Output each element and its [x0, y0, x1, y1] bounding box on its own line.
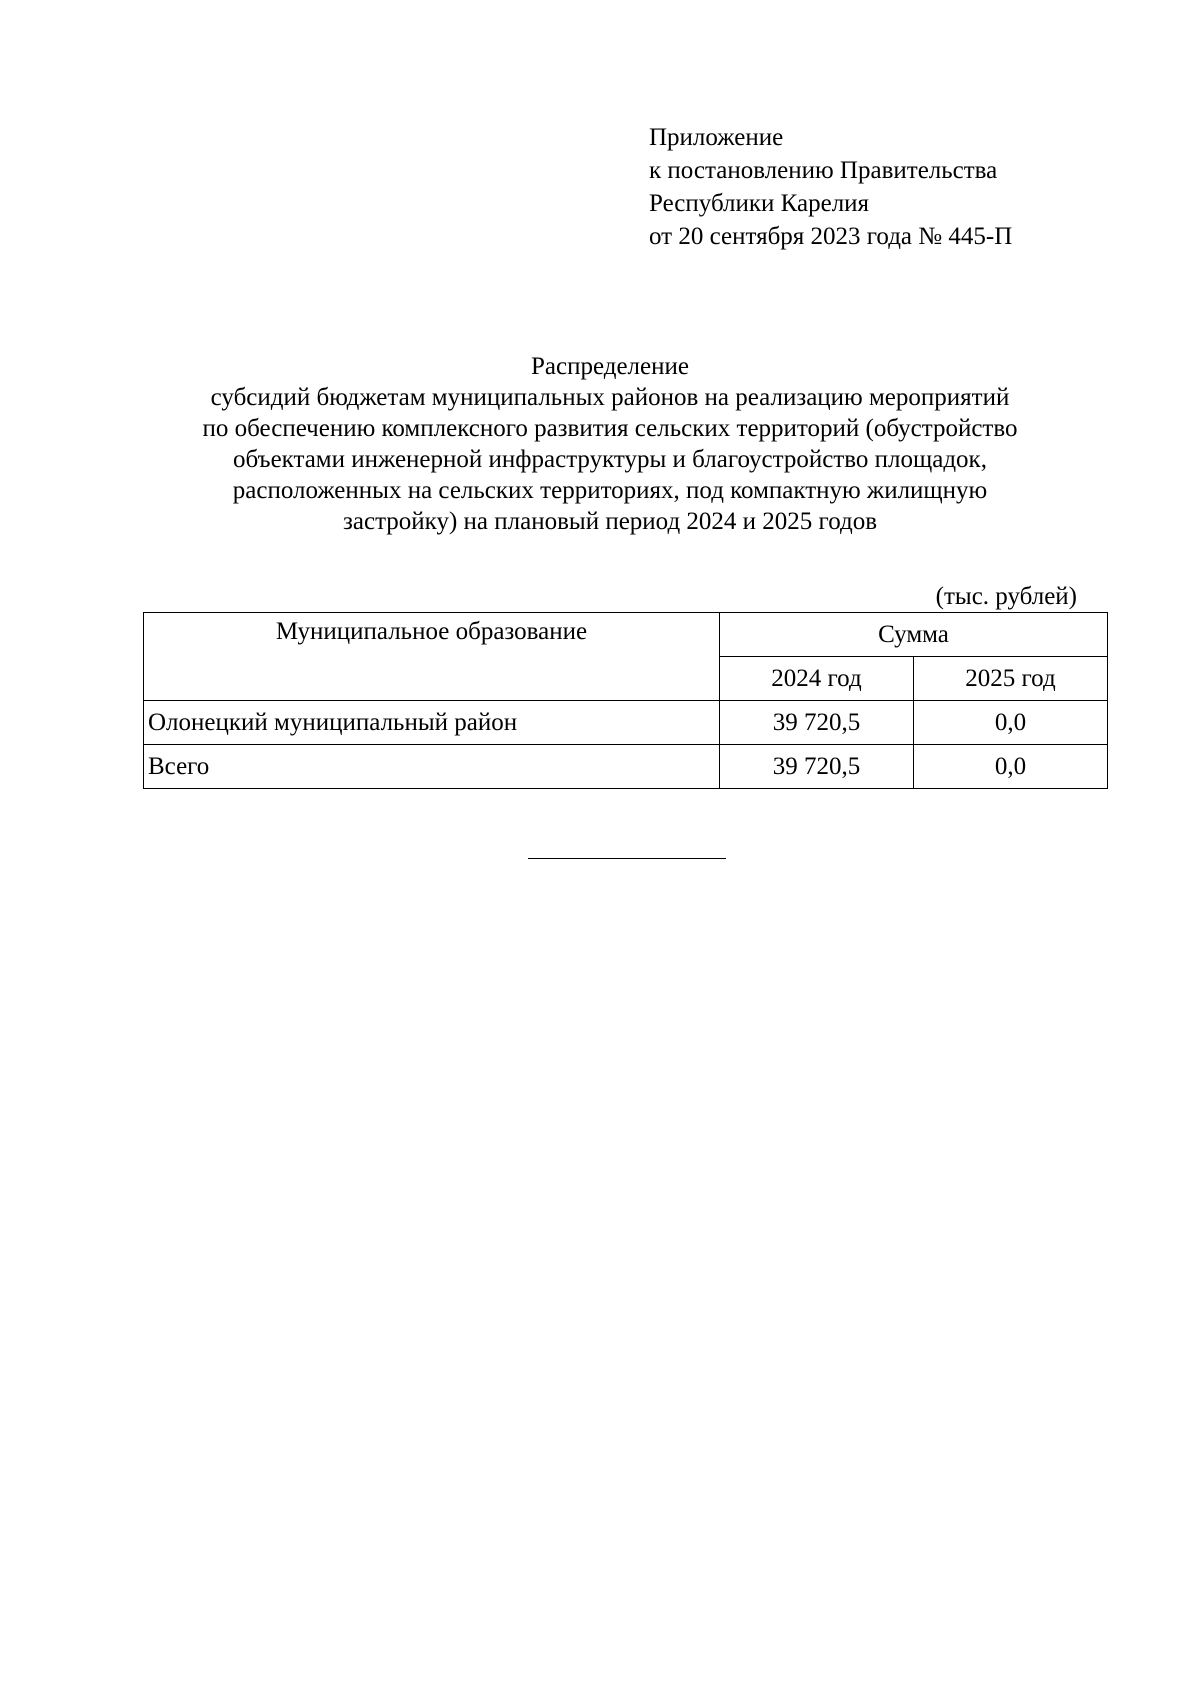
cell-municipality: Олонецкий муниципальный район: [144, 701, 720, 745]
document-title: [130, 351, 1090, 537]
distribution-table: [143, 612, 1108, 789]
cell-total-label: Всего: [144, 745, 720, 789]
cell-total-2025: 0,0: [914, 745, 1108, 789]
title-line-1: Распределение: [531, 353, 689, 380]
title-line-5: расположенных на сельских территориях, под компактную жилищную: [232, 477, 988, 504]
appendix-line-1: Приложение: [649, 124, 784, 151]
title-line-6: застройку) на плановый период 2024 и 2025 годов: [343, 508, 877, 535]
appendix-line-2: к постановлению Правительства: [649, 157, 998, 184]
table-header-row: [144, 613, 1108, 657]
table-row: [144, 701, 1108, 745]
appendix-line-4: от 20 сентября 2023 года № 445-П: [649, 223, 1013, 250]
closing-rule: [528, 858, 726, 859]
appendix-line-3: Республики Карелия: [649, 190, 870, 217]
table-total-row: [144, 745, 1108, 789]
units-label: (тыс. рублей): [935, 583, 1077, 610]
cell-2024: 39 720,5: [720, 701, 914, 745]
title-line-4: объектами инженерной инфраструктуры и благоустройство площадок,: [233, 446, 987, 473]
appendix-block: [649, 121, 1012, 253]
header-municipality: Муниципальное образование: [144, 613, 720, 701]
title-line-3: по обеспечению комплексного развития сельских территорий (обустройство: [202, 415, 1018, 442]
header-2024: 2024 год: [720, 657, 914, 701]
header-sum: Сумма: [720, 613, 1108, 657]
title-line-2: субсидий бюджетам муниципальных районов на реализацию мероприятий: [210, 384, 1010, 411]
header-2025: 2025 год: [914, 657, 1108, 701]
cell-2025: 0,0: [914, 701, 1108, 745]
cell-total-2024: 39 720,5: [720, 745, 914, 789]
